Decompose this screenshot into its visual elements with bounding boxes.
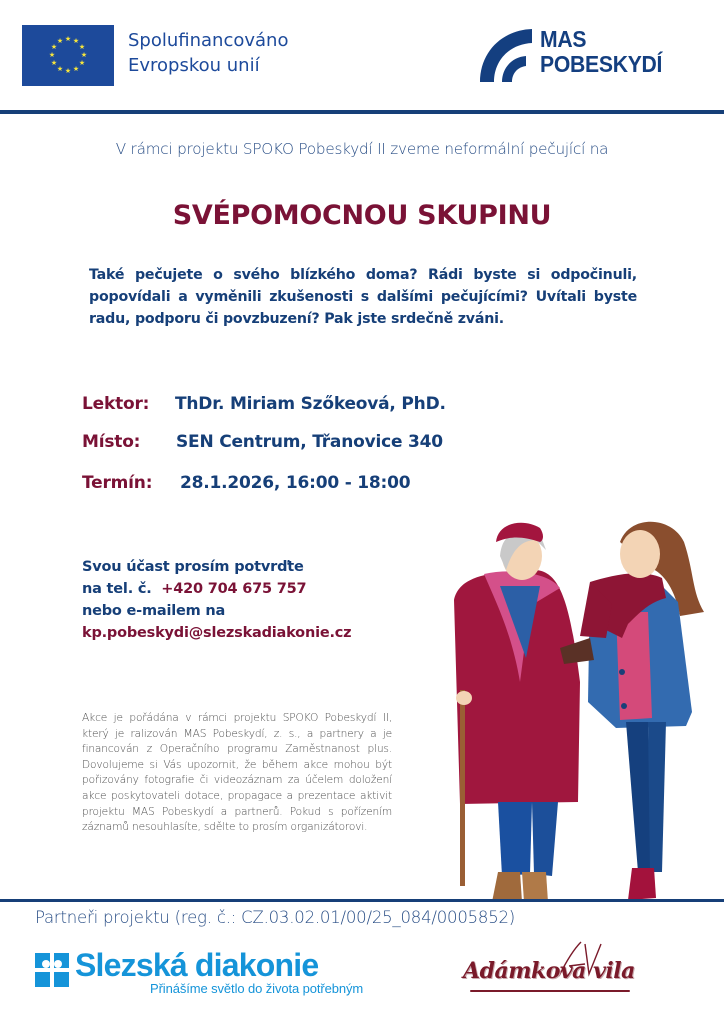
mas-logo-line2: POBESKYDÍ xyxy=(540,51,663,77)
eu-flag-icon xyxy=(22,25,114,86)
adamkova-vila-name: Adámkova vila xyxy=(463,958,635,984)
slezska-diakonie-tagline: Přinášíme světlo do života potřebným xyxy=(150,981,364,996)
svg-text:★: ★ xyxy=(48,51,56,59)
header-divider xyxy=(0,110,724,114)
partners-title: Partneři projektu (reg. č.: CZ.03.02.01/00/25_084/0005852) xyxy=(35,908,516,927)
rsvp-phone[interactable]: +420 704 675 757 xyxy=(161,581,307,597)
svg-text:★: ★ xyxy=(50,59,58,67)
rsvp-phone-prefix: na tel. č. xyxy=(82,581,152,597)
svg-text:★: ★ xyxy=(72,65,80,73)
slezska-diakonie-logo xyxy=(35,947,395,1005)
svg-text:★: ★ xyxy=(56,37,64,45)
svg-text:★: ★ xyxy=(64,35,72,43)
lecturer-label: Lektor: xyxy=(82,394,150,414)
av-underline xyxy=(470,990,630,992)
eu-flag-logo xyxy=(22,25,114,86)
rsvp-email[interactable]: kp.pobeskydi@slezskadiakonie.cz xyxy=(82,625,352,641)
eu-text-line1: Spolufinancováno xyxy=(128,30,289,51)
intro-text: V rámci projektu SPOKO Pobeskydí II zveme neformální pečující na xyxy=(115,140,609,158)
date-value: 28.1.2026, 16:00 - 18:00 xyxy=(180,473,411,493)
page-title: SVÉPOMOCNOU SKUPINU xyxy=(172,200,552,231)
lecturer-value: ThDr. Miriam Szőkeová, PhD. xyxy=(175,394,446,414)
date-label: Termín: xyxy=(82,473,153,493)
mas-logo-line1: MAS xyxy=(540,26,587,52)
rsvp-block xyxy=(82,556,351,644)
rsvp-line3: nebo e-mailem na xyxy=(82,603,226,619)
svg-text:★: ★ xyxy=(56,65,64,73)
place-label: Místo: xyxy=(82,432,141,452)
mas-arc-icon xyxy=(478,26,536,84)
rsvp-line1: Svou účast prosím potvrďte xyxy=(82,559,304,575)
svg-text:★: ★ xyxy=(80,51,88,59)
svg-text:★: ★ xyxy=(50,43,58,51)
svg-text:★: ★ xyxy=(64,67,72,75)
svg-text:★: ★ xyxy=(78,43,86,51)
lead-paragraph: Také pečujete o svého blízkého doma? Rádi byste si odpočinuli, popovídali a vyměnili zkušenosti s dalšími pečujícími? Uvítali byste radu, podporu či povzbuzení? Pak jste srdečně zváni. xyxy=(89,267,637,327)
svg-text:★: ★ xyxy=(72,37,80,45)
women-illustration-icon xyxy=(440,512,724,904)
rsvp-line2 xyxy=(82,578,351,600)
women-walking-illustration xyxy=(440,512,724,904)
footer-divider xyxy=(0,899,724,902)
photo-notice: Akce je pořádána v rámci projektu SPOKO Pobeskydí II, který je ralizován MAS Pobeskydí, z. s., a partnery a je financován z Operačního programu Zaměstnanost plus. Dovolujeme si Vás upozornit, že během akce mohou být pořizovány fotografie či videozáznam za účelem doložení akce poskytovateli dotace, propagace a prezentace aktivit projektu MAS Pobeskydí a partnerů. Pokud s pořízením záznamů nesouhlasíte, sdělte to prosím organizátorovi. xyxy=(82,712,392,834)
svg-text:★: ★ xyxy=(78,59,86,67)
place-value: SEN Centrum, Třanovice 340 xyxy=(176,432,443,452)
eu-text-line2: Evropskou unií xyxy=(128,55,260,76)
slezska-diakonie-icon xyxy=(35,953,69,987)
eu-cofinanced-text xyxy=(128,28,288,78)
adamkova-vila-logo xyxy=(460,940,640,1010)
slezska-diakonie-name: Slezská diakonie xyxy=(75,947,319,983)
mas-pobeskydi-logo xyxy=(478,26,688,86)
